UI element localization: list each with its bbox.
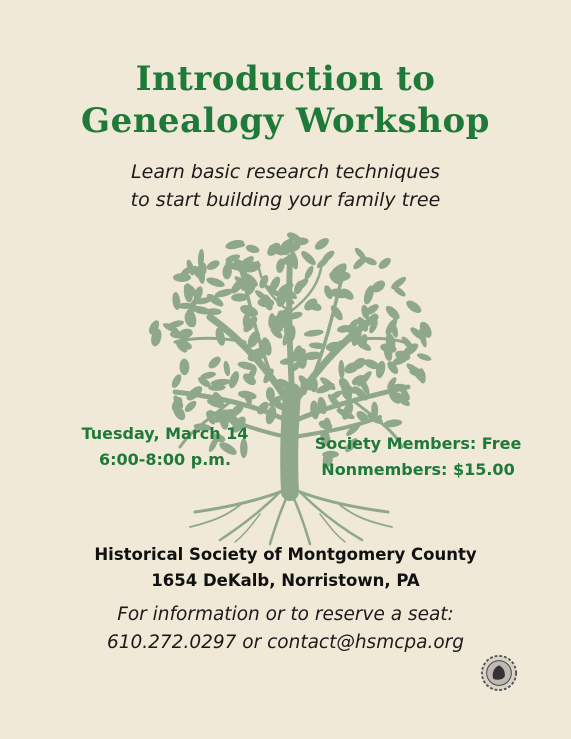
tree-leaf: [299, 249, 318, 268]
subtitle: [0, 158, 571, 214]
venue-name: Historical Society of Montgomery County: [94, 545, 477, 564]
family-tree-icon: [140, 222, 440, 547]
society-seal-icon: [480, 654, 518, 692]
event-date: Tuesday, March 14: [81, 424, 249, 443]
tree-leaf: [245, 243, 260, 254]
tree-leaf: [223, 360, 232, 376]
venue-address: 1654 DeKalb, Norristown, PA: [151, 571, 420, 590]
tree-leaf: [313, 236, 331, 252]
subtitle-line-1: Learn basic research techniques: [131, 161, 440, 183]
price-members: Society Members: Free: [314, 434, 522, 453]
title-line-2: Genealogy Workshop: [81, 101, 490, 141]
tree-leaf: [338, 360, 345, 379]
price-nonmembers: Nonmembers: $15.00: [321, 460, 515, 479]
info-line-2: 610.272.0297 or contact@hsmcpa.org: [106, 632, 465, 653]
title-line-1: Introduction to: [135, 59, 436, 99]
event-time: 6:00-8:00 p.m.: [98, 450, 232, 469]
tree-leaf: [416, 352, 432, 363]
venue: [0, 542, 571, 594]
tree-leaf: [173, 273, 191, 282]
tree-leaf: [205, 275, 226, 289]
tree-leaf: [170, 373, 183, 390]
contact-info: [0, 601, 571, 657]
tree-leaf: [205, 258, 221, 272]
tree-leaf: [303, 329, 324, 338]
pricing: [308, 431, 528, 483]
tree-leaf: [179, 358, 189, 375]
tree-leaf: [206, 354, 222, 370]
tree-leaf: [384, 304, 402, 322]
subtitle-line-2: to start building your family tree: [130, 189, 441, 211]
info-line-1: For information or to reserve a seat:: [117, 604, 454, 625]
tree-leaf: [303, 265, 315, 281]
tree-leaf: [183, 399, 198, 414]
tree-leaf: [377, 256, 393, 271]
event-date-time: [70, 421, 260, 473]
tree-leaf: [404, 298, 423, 315]
page-title: [0, 58, 571, 142]
